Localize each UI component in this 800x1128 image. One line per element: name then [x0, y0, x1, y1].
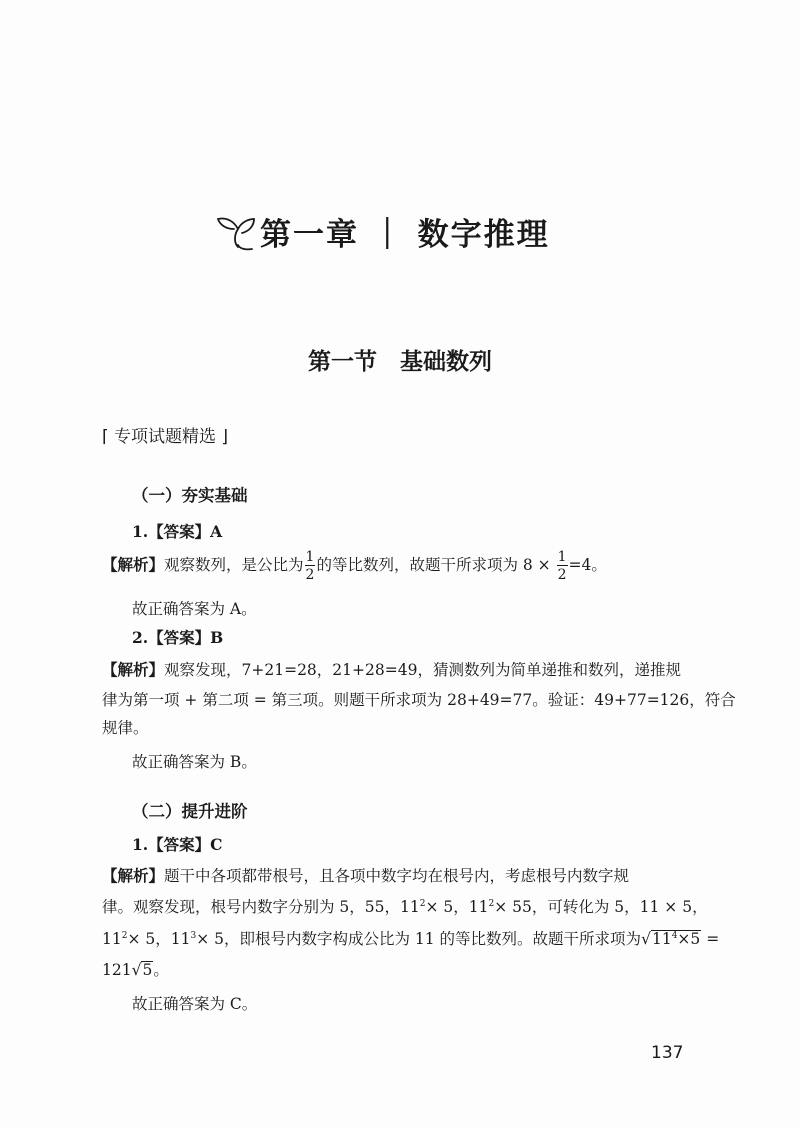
analysis-text: 的等比数列，故题干所求项为 8 ×: [316, 556, 551, 574]
radicand-factor: ×5: [677, 930, 701, 948]
answer-label: 2.【答案】B: [132, 628, 224, 647]
analysis-text: × 5，即根号内数字构成公比为 11 的等比数列。故题干所求项为: [196, 930, 642, 948]
sprout-icon: [212, 209, 258, 253]
analysis-text: 。: [153, 961, 169, 979]
part1-q1-conclusion: 故正确答案为 A。: [132, 600, 257, 618]
part1-q2-answer: [132, 626, 223, 648]
exponent: 3: [190, 930, 197, 941]
section-title: 第一节 基础数列: [308, 349, 492, 375]
frac-denominator: 2: [557, 567, 567, 583]
exponent: 4: [671, 930, 678, 941]
frac-denominator: 2: [305, 567, 315, 583]
analysis-text: 11: [102, 930, 122, 948]
part2-heading: （二）提升进阶: [132, 802, 248, 821]
part2-q1-line4: [102, 958, 169, 980]
analysis-text: 观察发现，7+21=28，21+28=49，猜测数列为简单递推和数列，递推规: [164, 661, 681, 679]
fraction-one-half: [305, 550, 316, 582]
analysis-tag: 【解析】: [102, 555, 165, 574]
analysis-tag: 【解析】: [102, 866, 165, 885]
analysis-tag: 【解析】: [102, 660, 165, 679]
exponent: 2: [488, 898, 495, 909]
analysis-text: 观察数列，是公比为: [164, 556, 304, 574]
answer-label: 1.【答案】A: [132, 522, 223, 541]
part1-q1-answer: [132, 520, 222, 542]
part1-heading: （一）夯实基础: [132, 486, 248, 505]
part2-q1-line3: [102, 927, 719, 949]
chapter-heading: [212, 205, 550, 257]
part1-q2-line2: 律为第一项 + 第二项 = 第三项。则题干所求项为 28+49=77。验证：49+77=126，符合: [102, 691, 736, 709]
part2-q1-answer: [132, 833, 223, 855]
analysis-text: × 5，11: [425, 898, 489, 916]
exponent: 2: [121, 930, 128, 941]
part1-q2-conclusion: 故正确答案为 B。: [132, 753, 257, 771]
part1-q2-line1: [102, 658, 681, 680]
radicand-base: 11: [651, 930, 672, 948]
analysis-text: 121: [102, 961, 132, 979]
answer-label: 1.【答案】C: [132, 835, 223, 854]
exponent: 2: [419, 898, 426, 909]
analysis-text: × 5，11: [127, 930, 191, 948]
part2-q1-line1: [102, 864, 629, 886]
special-heading: ⌈ 专项试题精选 ⌋: [102, 427, 229, 447]
analysis-text: =: [701, 930, 720, 948]
radicand: 5: [142, 961, 153, 979]
analysis-text: =4。: [568, 556, 607, 574]
frac-numerator: 1: [557, 549, 567, 565]
analysis-text: 题干中各项都带根号，且各项中数字均在根号内，考虑根号内数字规: [164, 867, 630, 885]
radical-sign: √: [131, 961, 142, 979]
part2-q1-line2: [102, 895, 708, 917]
analysis-text: 律。观察发现，根号内数字分别为 5，55，11: [102, 898, 420, 916]
chapter-title: 第一章 ｜ 数字推理: [260, 216, 550, 253]
analysis-text: × 55，可转化为 5，11 × 5，: [494, 898, 708, 916]
frac-numerator: 1: [305, 549, 315, 565]
fraction-one-half: [557, 550, 568, 582]
part2-q1-conclusion: 故正确答案为 C。: [132, 995, 258, 1013]
page-number: 137: [651, 1043, 684, 1063]
part1-q1-analysis: [102, 550, 607, 582]
radical-sign: √: [641, 930, 651, 948]
part1-q2-line3: 规律。: [102, 719, 149, 737]
radicand: [651, 930, 701, 948]
